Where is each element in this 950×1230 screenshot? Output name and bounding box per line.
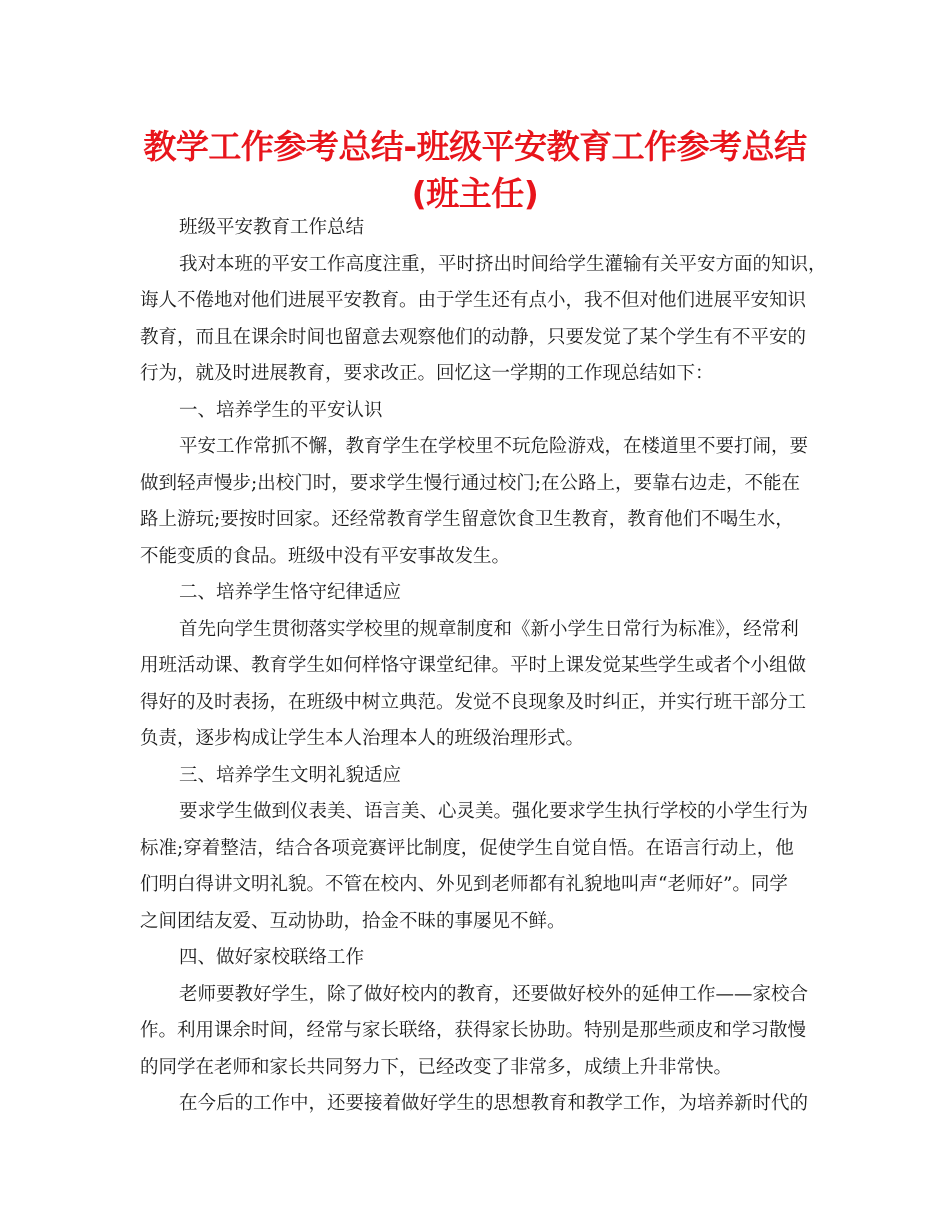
intro-paragraph <box>140 247 827 393</box>
paragraph-line: 作。利用课余时间，经常与家长联络，获得家长协助。特别是那些顽皮和学习散慢 <box>140 1020 807 1041</box>
paragraph-line: 标准;穿着整洁，结合各项竞赛评比制度，促使学生自觉自悟。在语言行动上，他 <box>140 837 794 859</box>
paragraph-line: 教育，而且在课余时间也留意去观察他们的动静，只要发觉了某个学生有不平安的 <box>140 326 807 348</box>
section-heading-1 <box>140 393 820 430</box>
paragraph-line: 路上游玩;要按时回家。还经常教育学生留意饮食卫生教育，教育他们不喝生水， <box>140 509 794 530</box>
paragraph-line: 的同学在老师和家长共同努力下，已经改变了非常多，成绩上升非常快。 <box>140 1056 733 1078</box>
closing-paragraph <box>140 1086 820 1123</box>
paragraph-line: 做到轻声慢步;出校门时，要求学生慢行通过校门;在公路上，要靠右边走，不能在 <box>140 472 800 494</box>
paragraph-line: 在今后的工作中，还要接着做好学生的思想教育和教学工作，为培养新时代的 <box>179 1093 809 1114</box>
section-1-paragraph <box>140 429 820 575</box>
paragraph-line: 诲人不倦地对他们进展平安教育。由于学生还有点小，我不但对他们进展平安知识 <box>140 290 807 311</box>
paragraph-line: 用班活动课、教育学生如何样恪守课堂纪律。平时上课发觉某些学生或者个小组做 <box>140 655 807 676</box>
document-body <box>140 210 827 1123</box>
section-heading-3 <box>140 758 820 795</box>
paragraph-line: 们明白得讲文明礼貌。不管在校内、外见到老师都有礼貌地叫声“老师好”。同学 <box>140 874 788 895</box>
paragraph-line: 班级平安教育工作总结 <box>179 217 365 238</box>
section-3-paragraph <box>140 794 820 940</box>
paragraph-line: 要求学生做到仪表美、语言美、心灵美。强化要求学生执行学校的小学生行为 <box>179 801 809 822</box>
paragraph-line: 之间团结友爱、互动协助，拾金不昧的事屡见不鲜。 <box>140 910 566 932</box>
document-title-line-1: 教学工作参考总结-班级平安教育工作参考总结 <box>143 127 807 166</box>
section-heading: 一、培养学生的平安认识 <box>179 399 383 421</box>
section-heading: 三、培养学生文明礼貌适应 <box>179 764 402 786</box>
paragraph-line: 不能变质的食品。班级中没有平安事故发生。 <box>140 545 511 567</box>
section-heading-4 <box>140 940 820 977</box>
paragraph-line: 老师要教好学生，除了做好校内的教育，还要做好校外的延伸工作——家校合 <box>179 983 809 1005</box>
paragraph-line: 平安工作常抓不懈，教育学生在学校里不玩危险游戏，在楼道里不要打闹，要 <box>179 436 809 457</box>
paragraph-line: 首先向学生贯彻落实学校里的规章制度和《新小学生日常行为标准》，经常利 <box>179 618 799 640</box>
subtitle-paragraph <box>140 210 820 247</box>
paragraph-line: 得好的及时表扬，在班级中树立典范。发觉不良现象及时纠正，并实行班干部分工 <box>140 691 807 713</box>
document-title-line-2: (班主任) <box>411 174 539 213</box>
section-heading: 二、培养学生恪守纪律适应 <box>179 582 402 603</box>
section-heading: 四、做好家校联络工作 <box>179 947 365 968</box>
section-4-paragraph <box>140 977 820 1087</box>
section-heading-2 <box>140 575 820 612</box>
paragraph-line: 行为，就及时进展教育，要求改正。回忆这一学期的工作现总结如下： <box>140 363 714 384</box>
paragraph-line: 负责，逐步构成让学生本人治理本人的班级治理形式。 <box>140 728 585 749</box>
section-2-paragraph <box>140 612 820 758</box>
paragraph-line: 我对本班的平安工作高度注重，平时挤出时间给学生灌输有关平安方面的知识， <box>179 253 827 275</box>
